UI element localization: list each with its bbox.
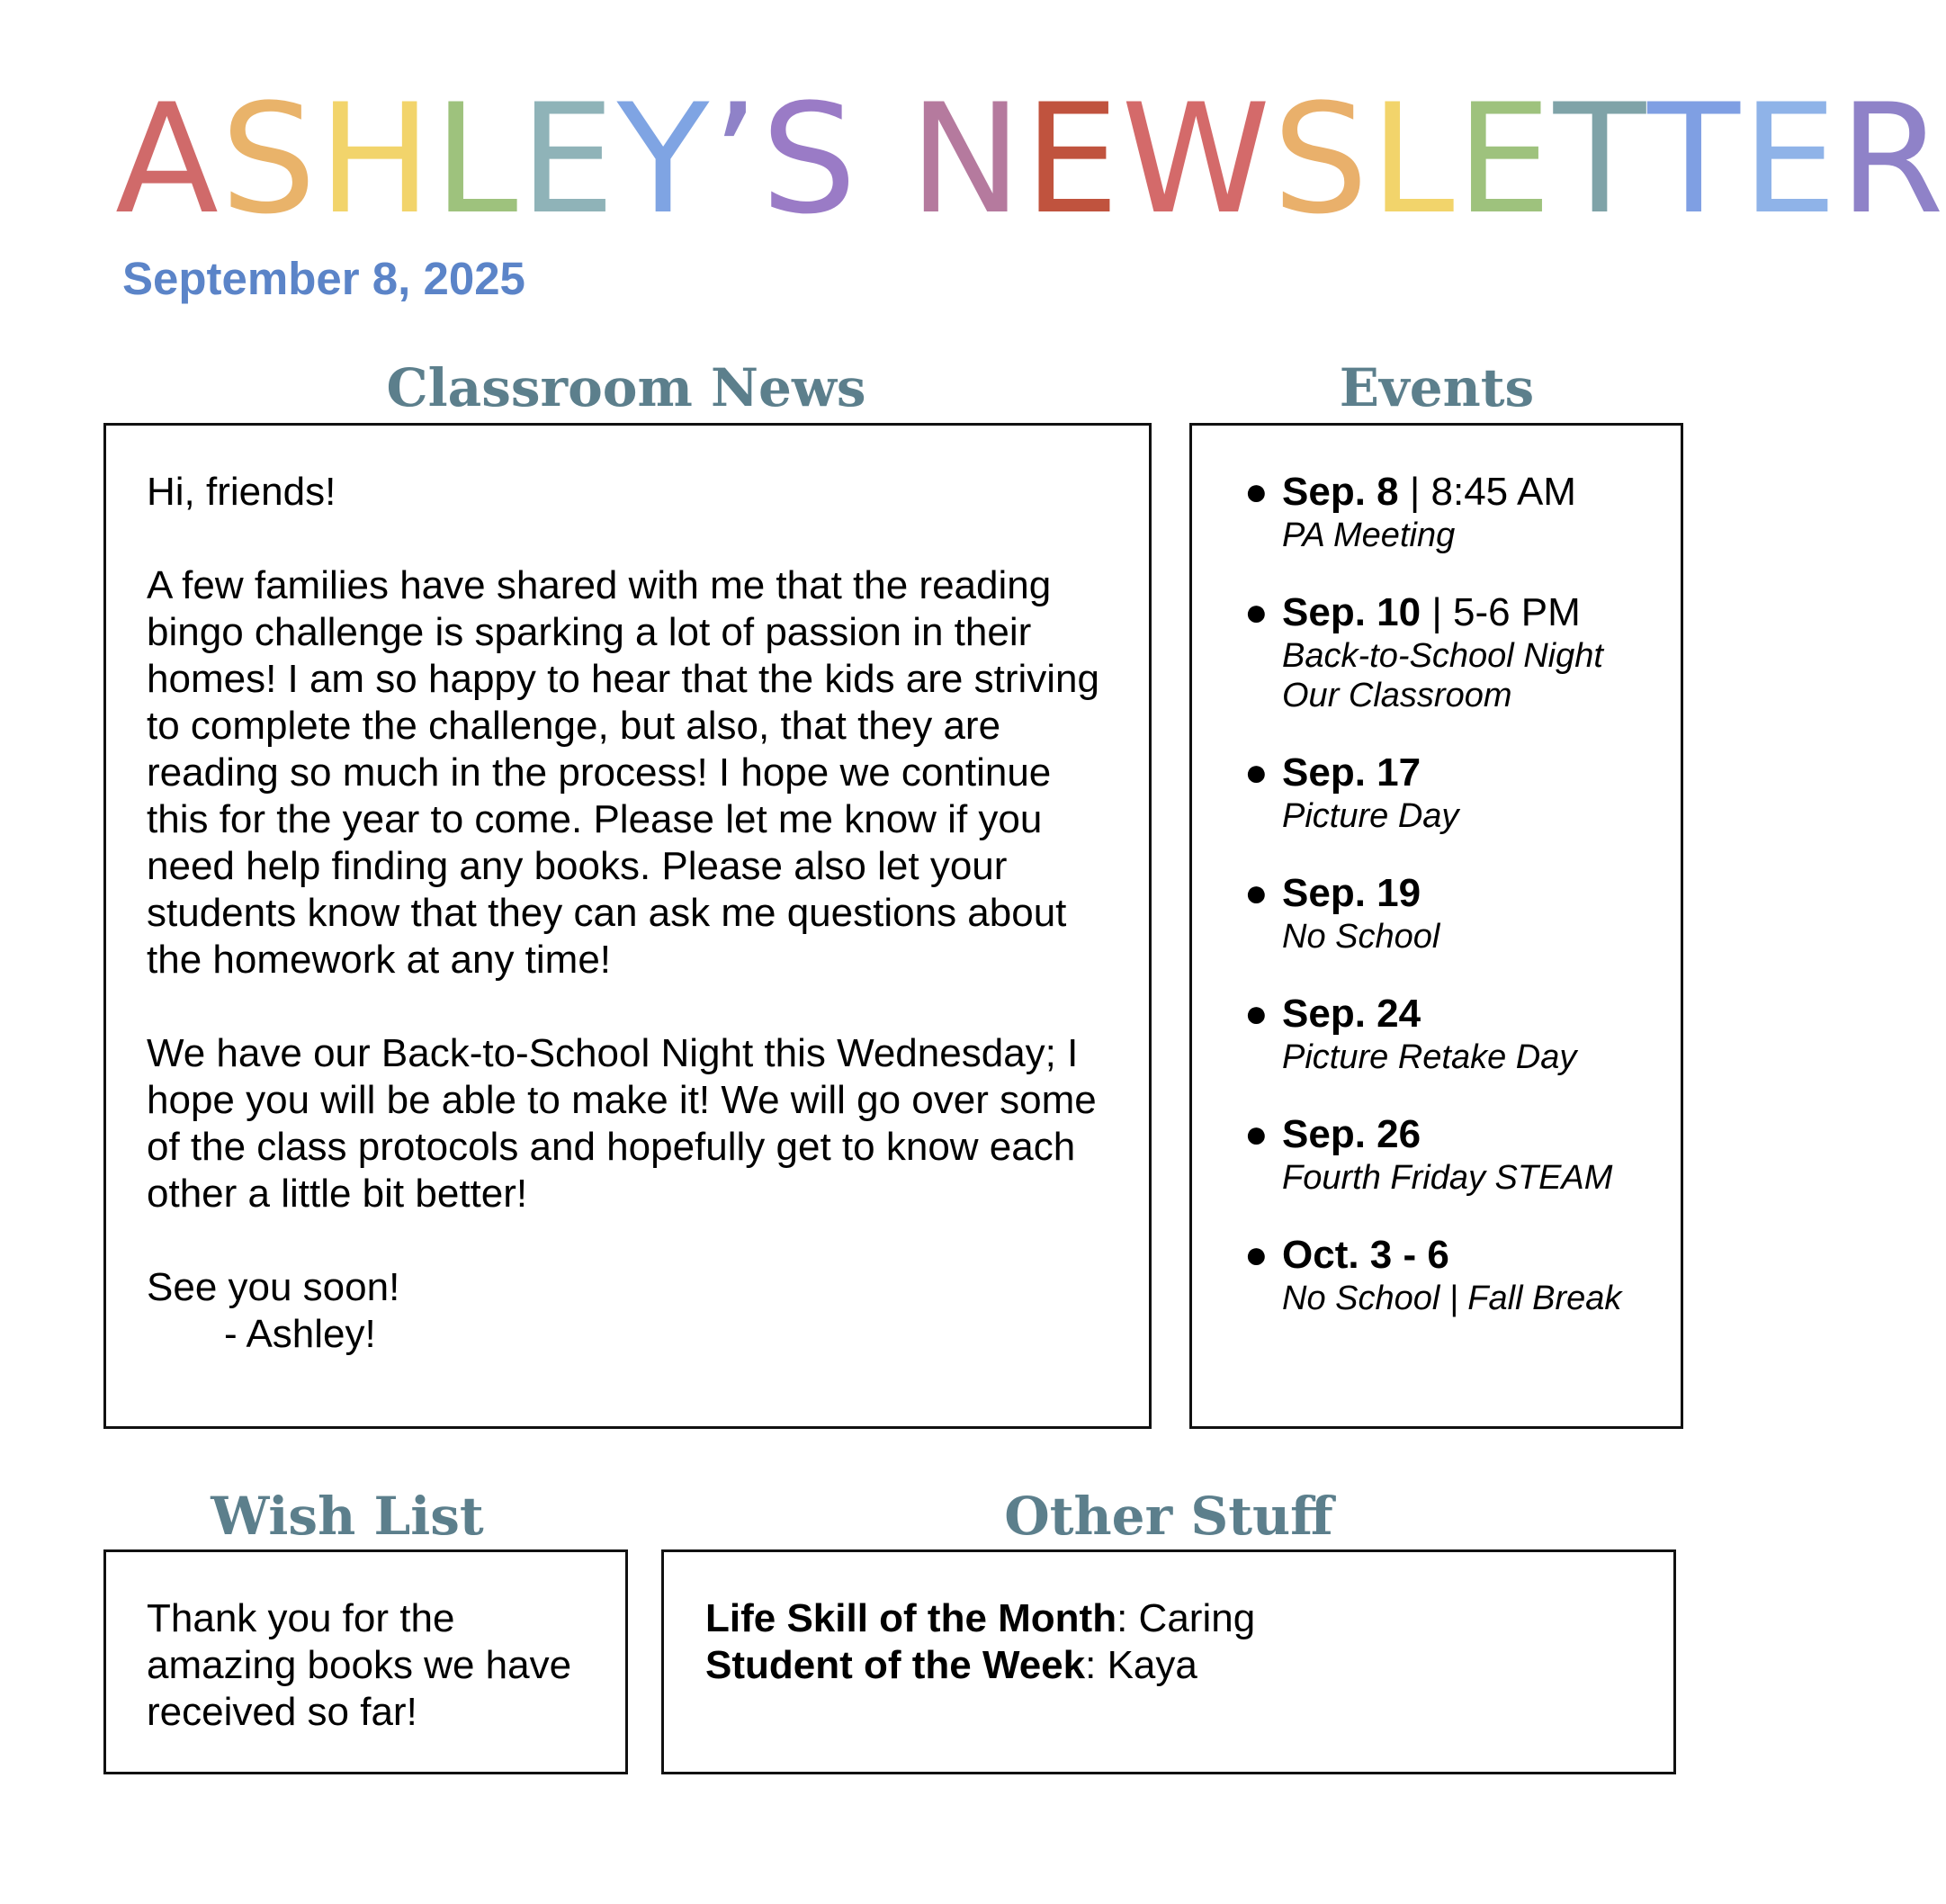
event-time: | 8:45 AM: [1398, 470, 1576, 514]
events-heading: Events: [1339, 357, 1535, 418]
event-date: Sep. 17: [1282, 750, 1421, 795]
title-letter: H: [318, 71, 434, 247]
title-letter: N: [909, 71, 1025, 247]
news-paragraph-1: A few families have shared with me that the reading bingo challenge is sparking a lot of passion in their homes! I am so happy to hear that the kids are striving to complete the challenge, but also, that they are reading so much in the process! I hope we continue this for the year to come. Please let me know if you need help finding any books. Please also let your students know that they can ask me questions about the homework at any time!: [147, 563, 1099, 982]
event-date-line: [1282, 1111, 1663, 1158]
event-date-line: [1282, 991, 1663, 1037]
title-letter: S: [760, 71, 859, 247]
event-item: [1244, 750, 1663, 836]
wish-list-box: [103, 1549, 628, 1774]
life-skill-value: Caring: [1138, 1596, 1256, 1640]
bullet-icon: ●: [1244, 1233, 1269, 1277]
classroom-news-heading: Classroom News: [386, 357, 866, 418]
event-date-line: [1282, 870, 1663, 917]
title-letter: E: [1024, 71, 1122, 247]
event-item: [1244, 1111, 1663, 1198]
news-paragraph-2: We have our Back-to-School Night this Wednesday; I hope you will be able to make it! We will go over some of the class protocols and hopefully get to know each other a little bit better!: [147, 1031, 1097, 1216]
event-description: Our Classroom: [1282, 677, 1512, 714]
other-stuff-box: [661, 1549, 1676, 1774]
event-date-line: [1282, 589, 1663, 636]
newsletter-title: [115, 71, 1946, 247]
life-skill-line: Life Skill of the Month: Caring: [705, 1596, 1256, 1640]
event-date-line: [1282, 750, 1663, 796]
events-box: [1189, 423, 1683, 1429]
title-letter: ’: [711, 71, 761, 247]
event-date: Sep. 8: [1282, 470, 1399, 514]
title-letter: W: [1121, 71, 1273, 247]
event-date: Sep. 24: [1282, 992, 1421, 1036]
event-item: [1244, 870, 1663, 956]
event-time: | 5-6 PM: [1421, 590, 1581, 634]
other-stuff-heading: Other Stuff: [1004, 1486, 1333, 1547]
event-description: Picture Retake Day: [1282, 1038, 1577, 1076]
student-of-week-label: Student of the Week: [705, 1643, 1086, 1687]
bullet-icon: ●: [1244, 470, 1269, 514]
event-description: PA Meeting: [1282, 516, 1456, 554]
event-date: Sep. 19: [1282, 871, 1421, 915]
event-date: Sep. 26: [1282, 1112, 1421, 1156]
bullet-icon: ●: [1244, 871, 1269, 915]
bullet-icon: ●: [1244, 750, 1269, 795]
event-description: Fourth Friday STEAM: [1282, 1159, 1613, 1197]
event-description: No School | Fall Break: [1282, 1280, 1622, 1317]
sign-off: [147, 1264, 1113, 1358]
title-letter: A: [115, 71, 220, 247]
event-date-line: [1282, 1232, 1663, 1279]
event-item: [1244, 1232, 1663, 1318]
event-date-line: [1282, 469, 1663, 516]
student-of-week-line: Student of the Week: Kaya: [705, 1643, 1197, 1687]
title-letter: E: [1456, 71, 1554, 247]
bullet-icon: ●: [1244, 590, 1269, 634]
closing-text: See you soon!: [147, 1265, 400, 1309]
title-letter: E: [1741, 71, 1840, 247]
life-skill-label: Life Skill of the Month: [705, 1596, 1117, 1640]
event-item: [1244, 991, 1663, 1077]
bullet-icon: ●: [1244, 992, 1269, 1036]
events-list: [1244, 469, 1663, 1352]
title-letter: S: [220, 71, 318, 247]
greeting-text: Hi, friends!: [147, 470, 336, 514]
wish-list-text: Thank you for the amazing books we have received so far!: [147, 1596, 572, 1734]
title-letter: T: [1553, 71, 1648, 247]
student-of-week-value: Kaya: [1107, 1643, 1197, 1687]
wish-list-heading: Wish List: [211, 1486, 484, 1547]
bullet-icon: ●: [1244, 1112, 1269, 1156]
title-letter: R: [1839, 71, 1946, 247]
event-date: Sep. 10: [1282, 590, 1421, 634]
event-date: Oct. 3 - 6: [1282, 1233, 1449, 1277]
title-letter: L: [433, 71, 520, 247]
event-description: Back-to-School Night: [1282, 637, 1603, 675]
classroom-news-box: [103, 423, 1152, 1429]
title-letter: Y: [616, 71, 712, 247]
title-letter: T: [1647, 71, 1742, 247]
event-item: [1244, 469, 1663, 555]
classroom-news-body: [147, 469, 1113, 1358]
title-letter: L: [1369, 71, 1457, 247]
event-description: No School: [1282, 918, 1440, 956]
event-description: Picture Day: [1282, 797, 1459, 835]
title-letter: S: [1272, 71, 1370, 247]
signature-text: - Ashley!: [224, 1312, 376, 1356]
newsletter-date: September 8, 2025: [122, 253, 525, 304]
other-stuff-text: [705, 1595, 1646, 1689]
event-item: [1244, 589, 1663, 715]
title-letter: E: [519, 71, 617, 247]
